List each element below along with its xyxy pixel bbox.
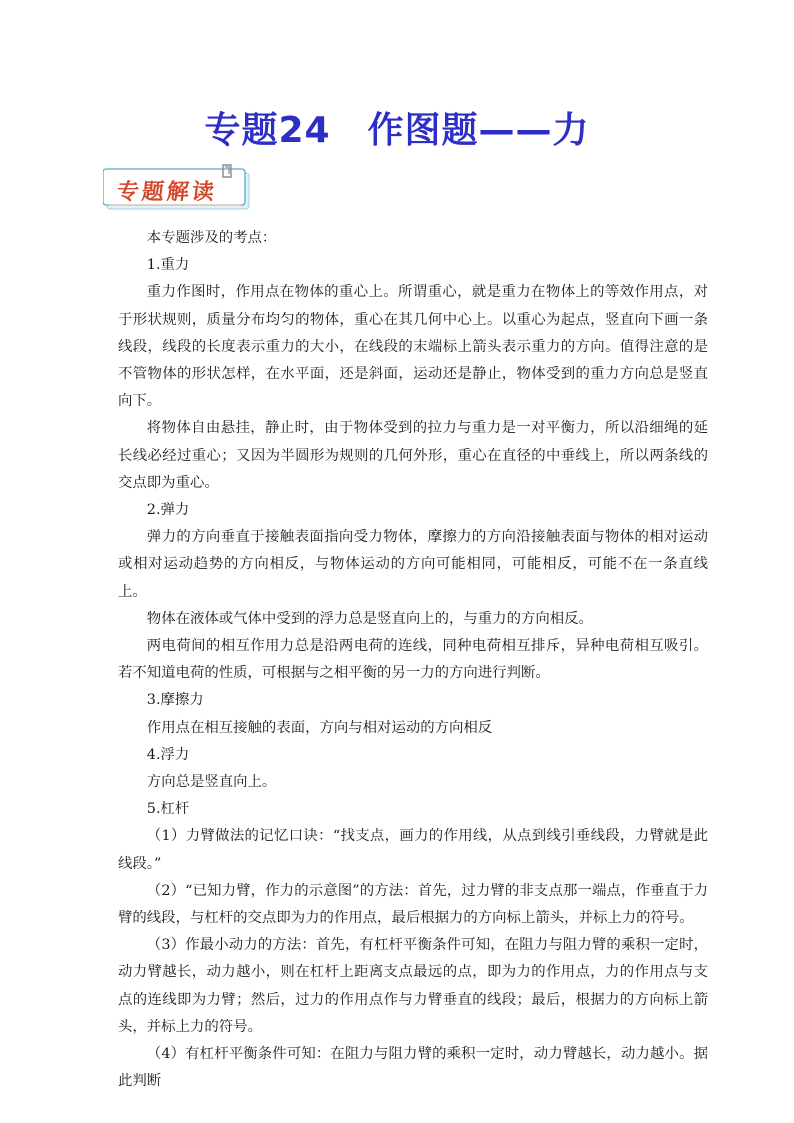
section-heading: 5.杠杆 (146, 801, 190, 818)
paragraph: （1）力臂做法的记忆口诀：“找支点，画力的作用线，从点到线引垂线段，力臂就是此线段。” (118, 828, 708, 872)
section-heading: 3.摩擦力 (146, 692, 204, 709)
section-heading: 1.重力 (146, 257, 190, 274)
paragraph: 本专题涉及的考点： (146, 230, 277, 246)
paragraph: （3）作最小动力的方法：首先，有杠杆平衡条件可知，在阻力与阻力臂的乘积一定时，动力臂越长，动力越小，则在杠杆上距离支点最远的点，即为力的作用点，力的作用点与支点的连线即为力臂；然后，过力的作用点作与力臂垂直的线段；最后，根据力的方向标上箭头，并标上力的符号。 (118, 937, 708, 1035)
page-title: 专题24 作图题——力 (204, 110, 590, 151)
paragraph: 将物体自由悬挂，静止时，由于物体受到的拉力与重力是一对平衡力，所以沿细绳的延长线必经过重心；又因为半圆形为规则的几何外形，重心在直径的中垂线上，所以两条线的交点即为重心。 (118, 420, 708, 491)
paragraph: 作用点在相互接触的表面，方向与相对运动的方向相反 (146, 719, 493, 736)
body-text (118, 225, 708, 1096)
paragraph: 物体在液体或气体中受到的浮力总是竖直向上的，与重力的方向相反。 (146, 610, 593, 627)
paragraph: 方向总是竖直向上。 (146, 774, 277, 791)
paragraph: 两电荷间的相互作用力总是沿两电荷的连线，同种电荷相互排斥，异种电荷相互吸引。若不知道电荷的性质，可根据与之相平衡的另一力的方向进行判断。 (118, 638, 708, 682)
section-heading: 2.弹力 (146, 502, 190, 519)
section-heading: 4.浮力 (146, 746, 190, 763)
badge-label: 专题解读 (115, 180, 219, 205)
section-badge (103, 163, 255, 213)
paragraph: （4）有杠杆平衡条件可知：在阻力与阻力臂的乘积一定时，动力臂越长，动力越小。据此判断 (118, 1046, 708, 1090)
paragraph: 弹力的方向垂直于接触表面指向受力物体，摩擦力的方向沿接触表面与物体的相对运动或相对运动趋势的方向相反，与物体运动的方向可能相同，可能相反，可能不在一条直线上。 (118, 529, 708, 600)
paragraph: （2）“已知力臂，作力的示意图”的方法：首先，过力臂的非支点那一端点，作垂直于力臂的线段，与杠杆的交点即为力的作用点，最后根据力的方向标上箭头，并标上力的符号。 (118, 882, 708, 927)
paragraph: 重力作图时，作用点在物体的重心上。所谓重心，就是重力在物体上的等效作用点，对于形状规则，质量分布均匀的物体，重心在其几何中心上。以重心为起点，竖直向下画一条线段，线段的长度表示重力的大小，在线段的末端标上箭头表示重力的方向。值得注意的是不管物体的形状怎样，在水平面，还是斜面，运动还是静止，物体受到的重力方向总是竖直向下。 (118, 284, 708, 410)
